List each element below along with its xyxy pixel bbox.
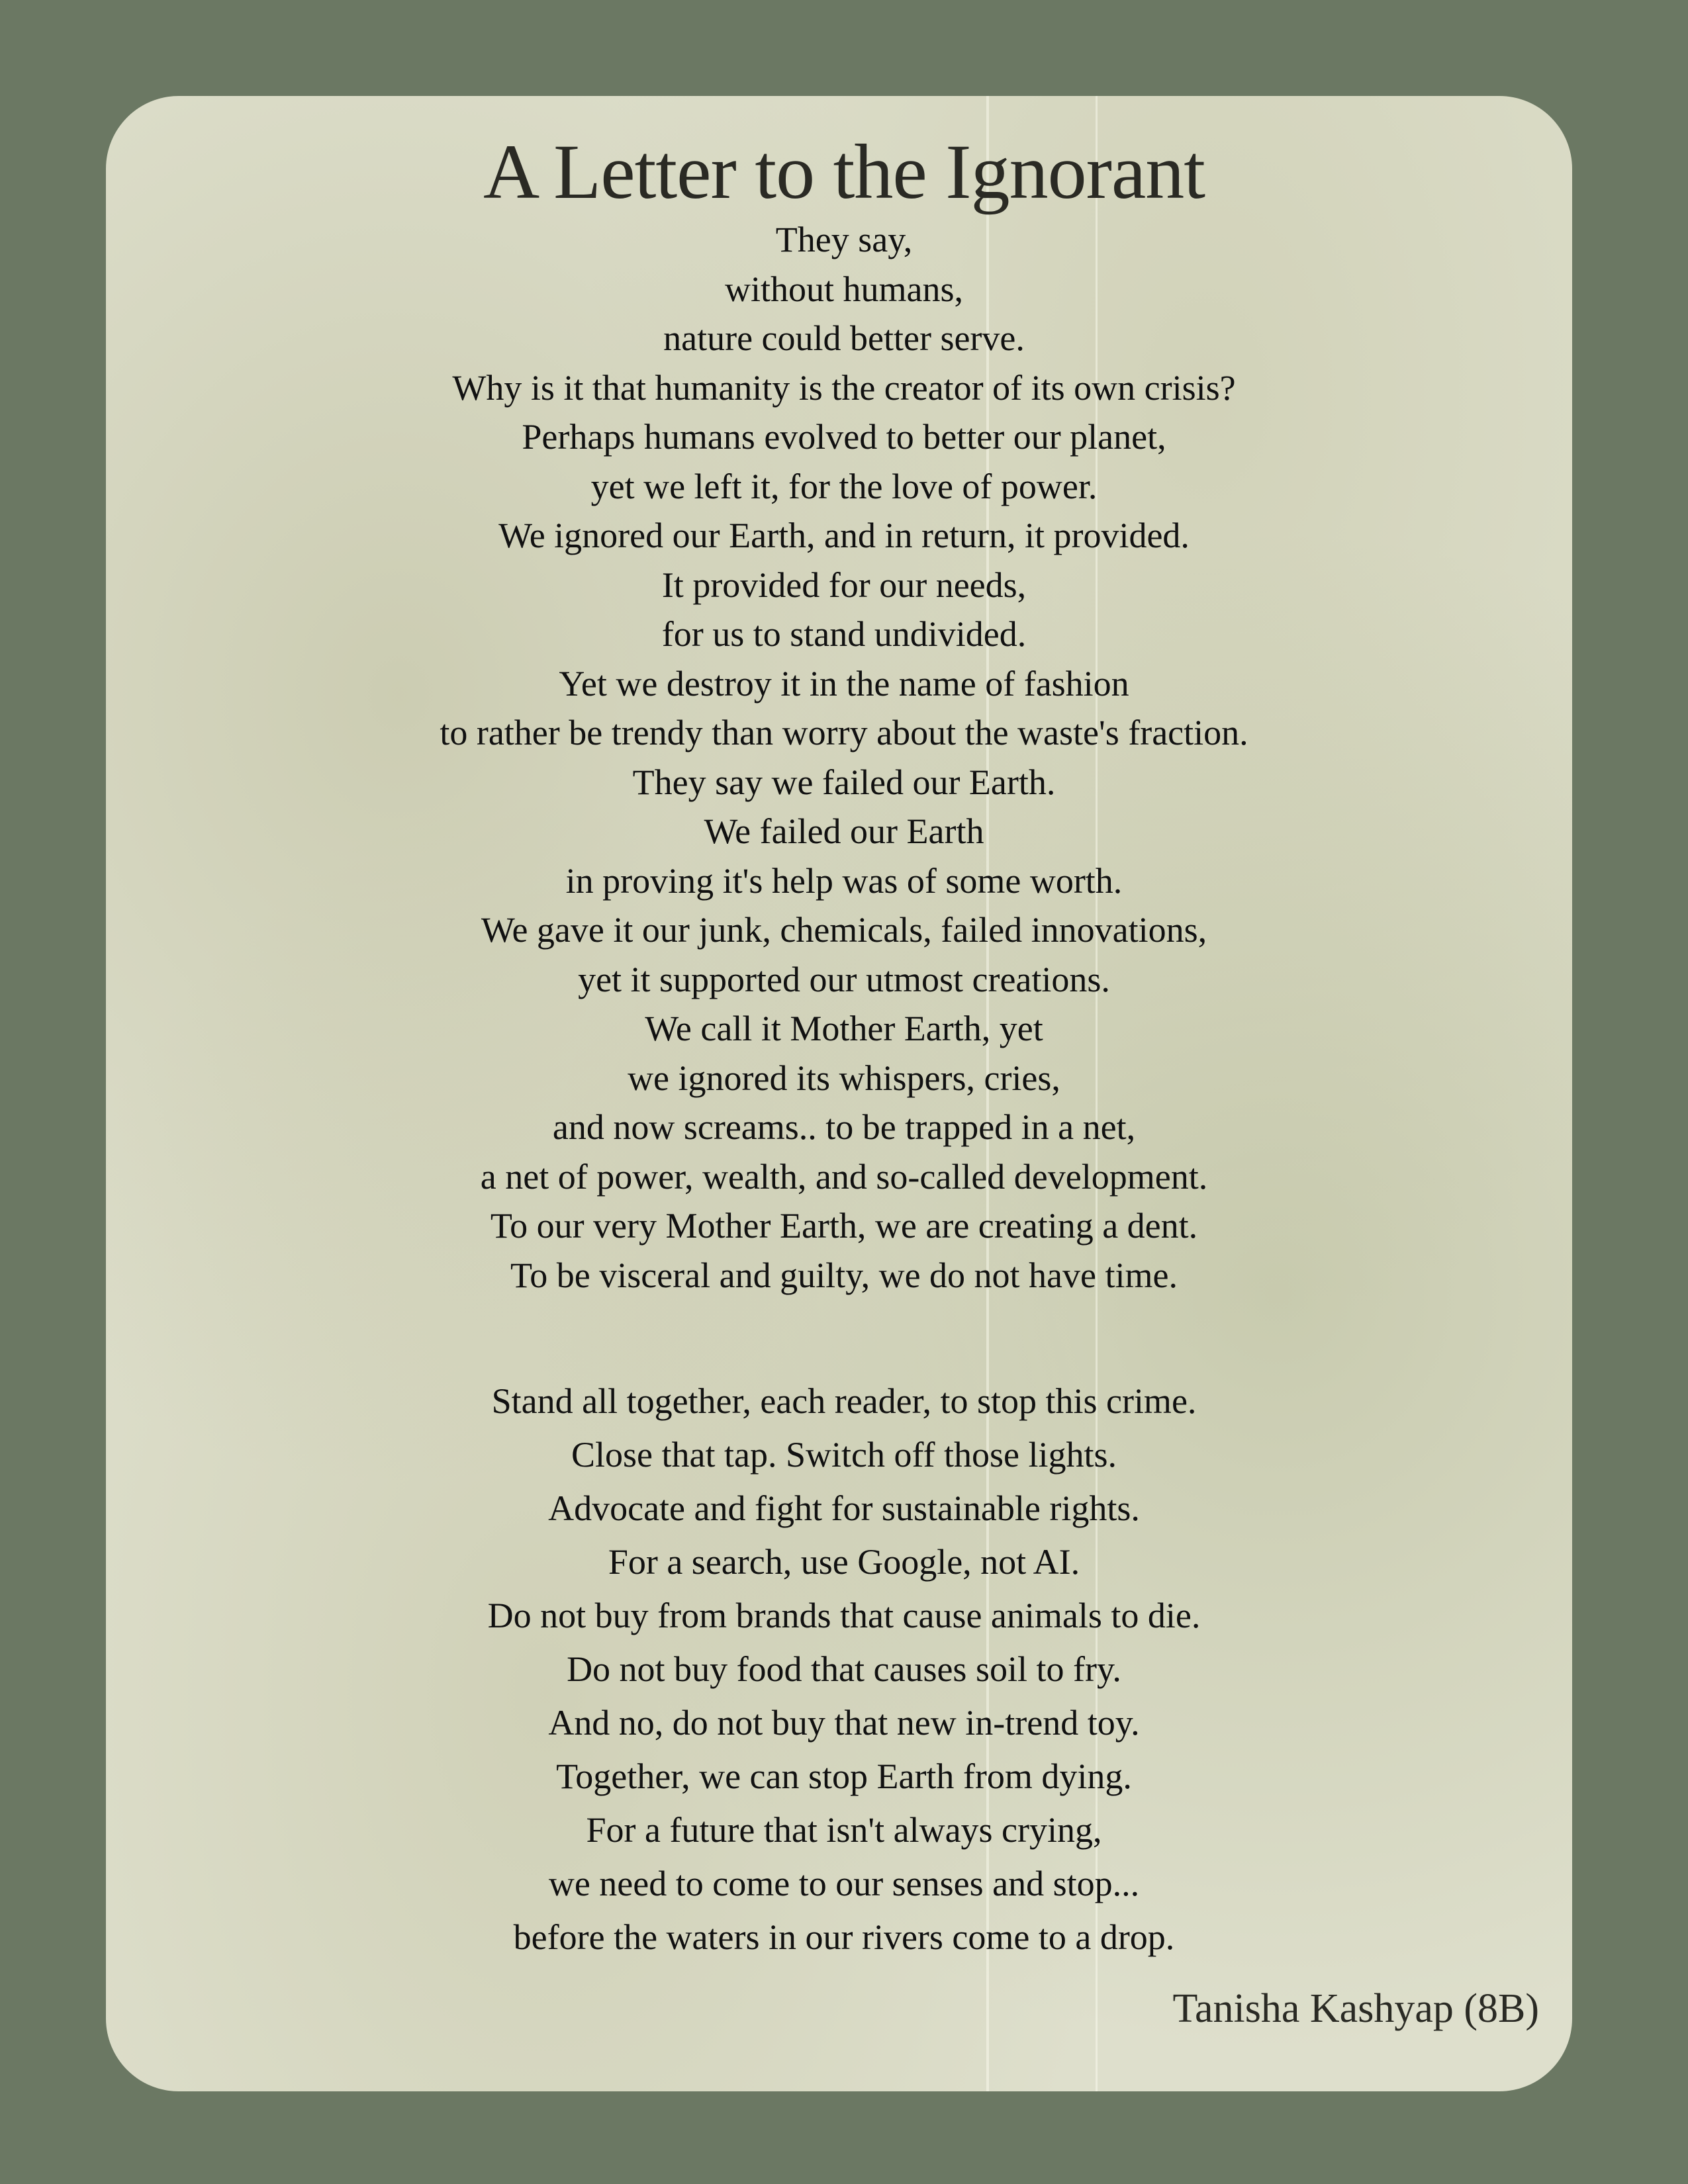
poem-line: To our very Mother Earth, we are creating a dent. [490, 1206, 1198, 1246]
poem-line: They say we failed our Earth. [632, 762, 1056, 802]
poem-line: and now screams.. to be trapped in a net, [552, 1107, 1136, 1147]
poem-line: Advocate and fight for sustainable rights. [548, 1488, 1140, 1528]
stanza-2 [0, 1375, 1688, 1964]
poem-line: Do not buy from brands that cause animals to die. [487, 1596, 1201, 1635]
poem-line: We call it Mother Earth, yet [645, 1009, 1043, 1048]
poem-line: For a search, use Google, not AI. [608, 1542, 1080, 1582]
poem-line: To be visceral and guilty, we do not have time. [510, 1255, 1178, 1295]
poem-line: we need to come to our senses and stop... [548, 1864, 1140, 1903]
poem-line: We gave it our junk, chemicals, failed innovations, [481, 910, 1207, 950]
poem-line: We ignored our Earth, and in return, it provided. [498, 516, 1190, 555]
poem-line: Together, we can stop Earth from dying. [556, 1756, 1132, 1796]
poem-line: And no, do not buy that new in-trend toy. [548, 1703, 1140, 1743]
poem-line: For a future that isn't always crying, [586, 1810, 1102, 1850]
poem-line: It provided for our needs, [661, 565, 1027, 605]
poem-line: a net of power, wealth, and so-called development. [480, 1156, 1208, 1197]
poem-line: before the waters in our rivers come to a drop. [513, 1917, 1175, 1957]
poem-line: yet we left it, for the love of power. [590, 466, 1098, 506]
poem-line: We failed our Earth [704, 811, 984, 851]
poem-line: to rather be trendy than worry about the waste's fraction. [440, 713, 1248, 752]
poem-line: in proving it's help was of some worth. [565, 860, 1123, 901]
poem-line: Stand all together, each reader, to stop this crime. [491, 1381, 1197, 1421]
poem-title: A Letter to the Ignorant [483, 128, 1205, 215]
poem-line: Do not buy food that causes soil to fry. [567, 1649, 1121, 1689]
poem-line: without humans, [725, 269, 963, 309]
poem-line: Why is it that humanity is the creator of its own crisis? [452, 367, 1236, 408]
poem-line: nature could better serve. [663, 318, 1025, 358]
poem-line: yet it supported our utmost creations. [578, 959, 1110, 999]
author-signature: Tanisha Kashyap (8B) [1172, 1986, 1539, 2031]
poem-line: Yet we destroy it in the name of fashion [559, 663, 1129, 704]
poem-line: Perhaps humans evolved to better our planet, [522, 417, 1166, 457]
stanza-1 [0, 215, 1688, 1300]
poem-line: we ignored its whispers, cries, [628, 1058, 1060, 1098]
poem-line: for us to stand undivided. [661, 614, 1027, 654]
poem-line: Close that tap. Switch off those lights. [571, 1435, 1117, 1475]
poem-line: They say, [775, 220, 913, 259]
